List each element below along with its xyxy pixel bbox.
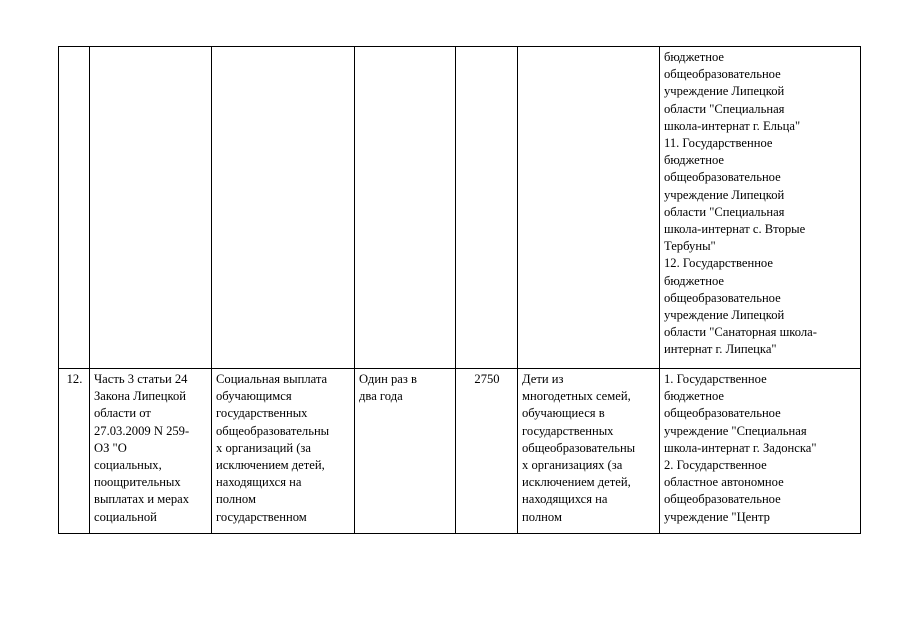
frequency-cell: Один раз в два года (355, 369, 456, 534)
legal-basis-cell: Часть 3 статьи 24 Закона Липецкой области от 27.03.2009 N 259- ОЗ "О социальных, поощрительных выплатах и мерах социальной (90, 369, 212, 534)
amount-cell: 2750 (456, 369, 518, 534)
institutions-cell: бюджетное общеобразовательное учреждение Липецкой области "Специальная школа-интернат г. Ельца" 11. Государственное бюджетное общеобразовательное учреждение Липецкой области "Специальная школа-интернат с. Вторые Тербуны" 12. Государственное бюджетное общеобразовательное учреждение Липецкой области "Санаторная школа- интернат г. Липецка" (660, 47, 861, 369)
payment-type-cell: Социальная выплата обучающимся государственных общеобразовательны х организаций (за исключением детей, находящихся на полном государственном (212, 369, 355, 534)
row-number: 12. (59, 369, 90, 534)
document-table (58, 46, 861, 534)
recipients-cell (518, 47, 660, 369)
payment-type-cell (212, 47, 355, 369)
institutions-cell: 1. Государственное бюджетное общеобразовательное учреждение "Специальная школа-интернат г. Задонска" 2. Государственное областное автономное общеобразовательное учреждение "Центр (660, 369, 861, 534)
legal-basis-cell (90, 47, 212, 369)
table-row (59, 369, 861, 534)
row-number (59, 47, 90, 369)
frequency-cell (355, 47, 456, 369)
table-row (59, 47, 861, 369)
amount-cell (456, 47, 518, 369)
recipients-cell: Дети из многодетных семей, обучающиеся в государственных общеобразовательны х организациях (за исключением детей, находящихся на полном (518, 369, 660, 534)
